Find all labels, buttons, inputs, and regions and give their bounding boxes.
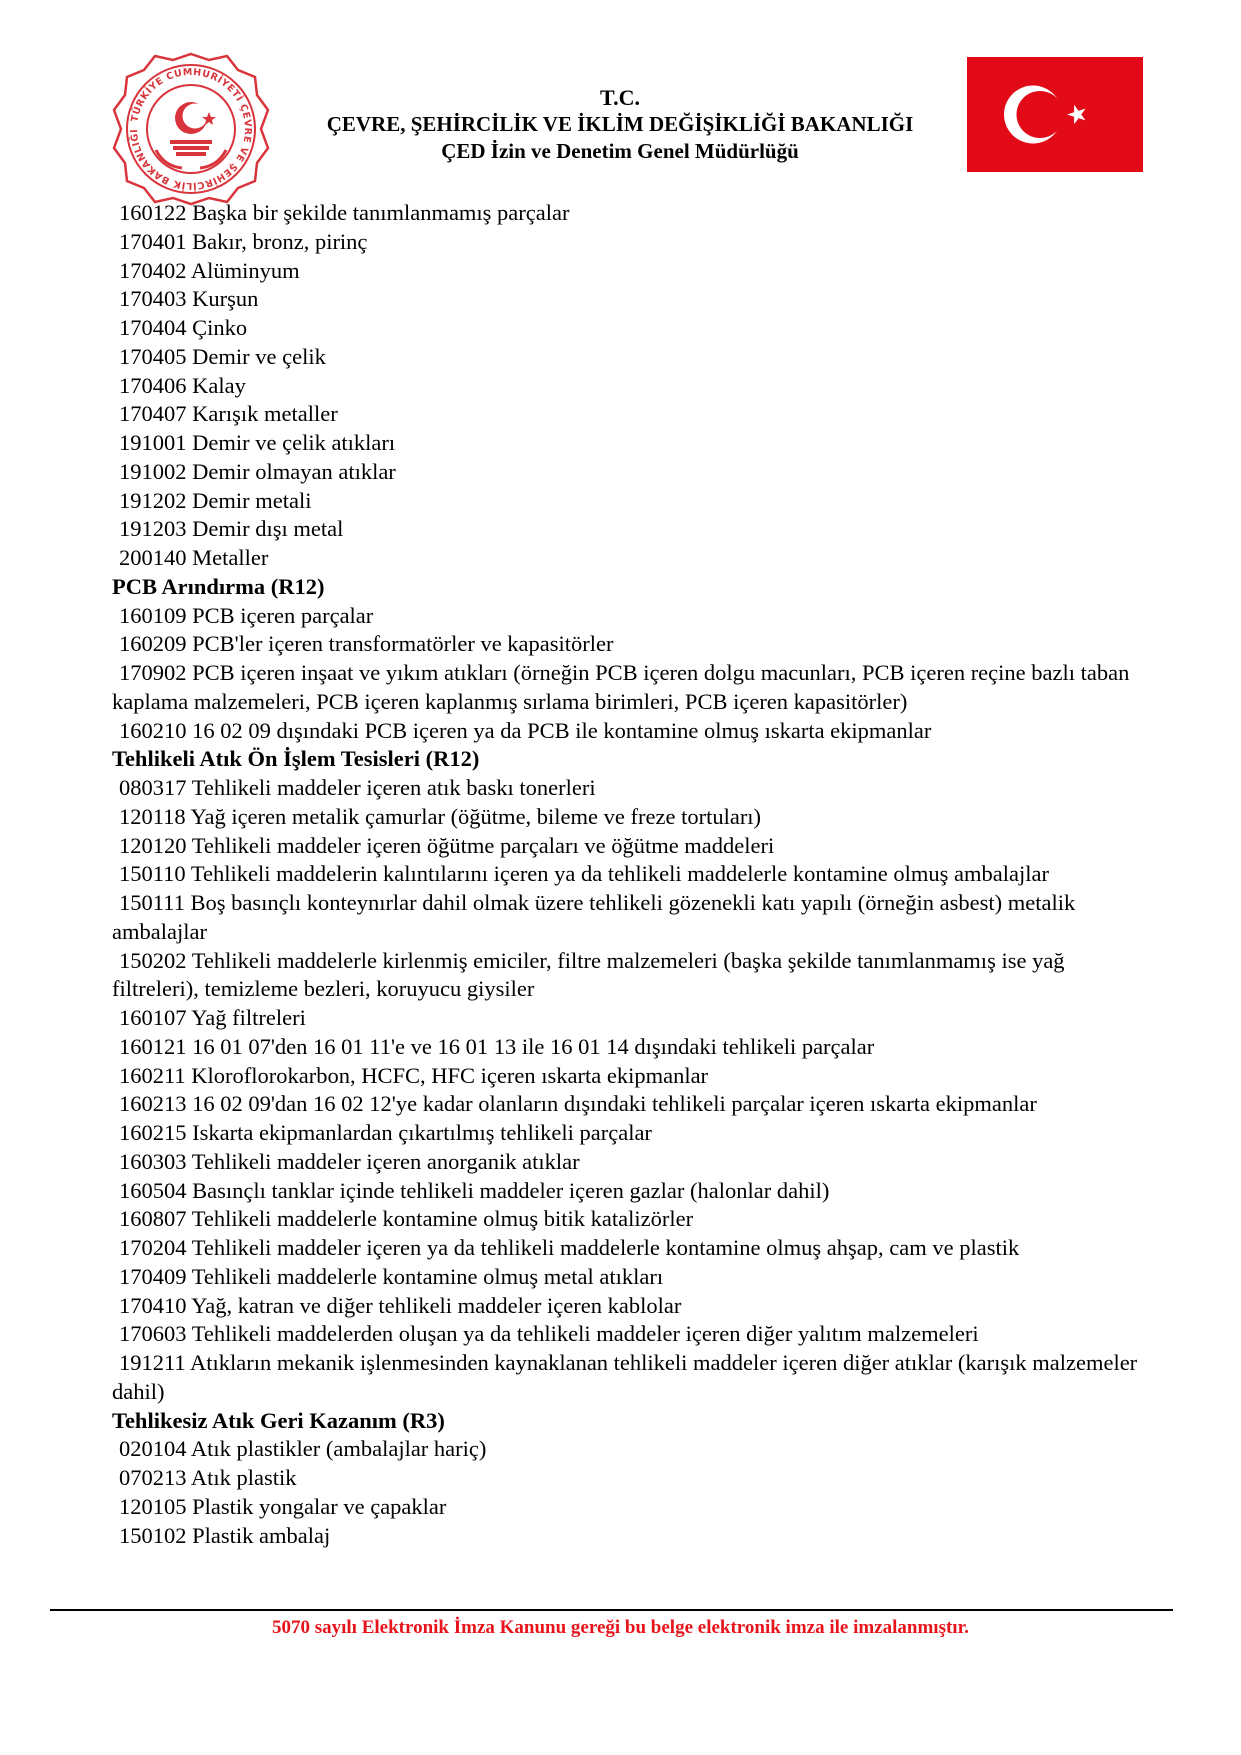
waste-code-item: 170204 Tehlikeli maddeler içeren ya da tehlikeli maddelerle kontamine olmuş ahşap, cam ve plastik [119,1235,1020,1260]
waste-code-item: 160209 PCB'ler içeren transformatörler ve kapasitörler [119,631,614,657]
waste-code-item: 191211 Atıkların mekanik işlenmesinden kaynaklanan tehlikeli maddeler içeren diğer atıklar (karışık malzemeler dahil) [112,1350,1138,1404]
waste-code-item: 160807 Tehlikeli maddelerle kontamine olmuş bitik katalizörler [119,1206,694,1232]
turkish-flag-icon [967,57,1143,172]
waste-code-item: 160213 16 02 09'dan 16 02 12'ye kadar olanların dışındaki tehlikeli parçalar içeren ıskarta ekipmanlar [119,1091,1037,1117]
waste-code-item: 170410 Yağ, katran ve diğer tehlikeli maddeler içeren kablolar [119,1292,682,1318]
ministry-seal-logo [112,50,270,208]
waste-code-item: 170407 Karışık metaller [119,401,338,427]
waste-code-item: 160211 Kloroflorokarbon, HCFC, HFC içeren ıskarta ekipmanlar [119,1062,709,1088]
footer-divider [50,1609,1173,1611]
waste-code-item: 070213 Atık plastik [119,1465,297,1490]
waste-code-item: 170405 Demir ve çelik [119,343,326,369]
waste-code-item: 160107 Yağ filtreleri [119,1005,306,1030]
waste-code-item: 160504 Basınçlı tanklar içinde tehlikeli maddeler içeren gazlar (halonlar dahil) [119,1177,830,1203]
waste-code-item: 160109 PCB içeren parçalar [119,602,374,628]
header-country: T.C. [600,85,640,110]
waste-code-item: 191001 Demir ve çelik atıkları [119,430,396,455]
section-heading: PCB Arındırma (R12) [112,573,325,599]
waste-code-item: 170404 Çinko [119,315,248,340]
waste-code-item: 191203 Demir dışı metal [119,516,344,542]
waste-code-item: 160210 16 02 09 dışındaki PCB içeren ya da PCB ile kontamine olmuş ıskarta ekipmanlar [119,717,932,743]
waste-code-item: 150102 Plastik ambalaj [119,1522,331,1548]
waste-code-item: 150110 Tehlikeli maddelerin kalıntılarını içeren ya da tehlikeli maddelerle kontamine olmuş ambalajlar [119,861,1049,887]
waste-code-item: 020104 Atık plastikler (ambalajlar hariç) [119,1436,487,1462]
section-heading: Tehlikesiz Atık Geri Kazanım (R3) [112,1407,445,1433]
section-heading: Tehlikeli Atık Ön İşlem Tesisleri (R12) [112,746,480,772]
svg-text:TÜRKİYE CUMHURİYETİ ÇEVRE VE Ş: TÜRKİYE CUMHURİYETİ ÇEVRE VE ŞEHİRCİLİK BAKANLIĞI [128,66,254,192]
waste-code-list [112,199,1142,1550]
waste-code-item: 160215 Iskarta ekipmanlardan çıkartılmış tehlikeli parçalar [119,1120,652,1145]
waste-code-item: 080317 Tehlikeli maddeler içeren atık baskı tonerleri [119,775,596,800]
waste-code-item: 170902 PCB içeren inşaat ve yıkım atıkları (örneğin PCB içeren dolgu macunları, PCB içeren reçine bazlı taban kaplama malzemeleri, PCB içeren kaplanmış sırlama birimleri, PCB içeren kapasitörler) [112,660,1130,714]
waste-code-item: 170406 Kalay [119,372,246,398]
waste-code-item: 160122 Başka bir şekilde tanımlanmamış parçalar [119,200,570,225]
document-header [250,84,990,165]
waste-code-item: 120118 Yağ içeren metalik çamurlar (öğütme, bileme ve freze tortuları) [119,803,762,829]
waste-code-item: 150111 Boş basınçlı konteynırlar dahil olmak üzere tehlikeli gözenekli katı yapılı (örneğin asbest) metalik ambalajlar [112,890,1076,944]
waste-code-item: 170401 Bakır, bronz, pirinç [119,228,368,254]
waste-code-item: 170402 Alüminyum [119,257,300,283]
waste-code-item: 160121 16 01 07'den 16 01 11'e ve 16 01 13 ile 16 01 14 dışındaki tehlikeli parçalar [119,1033,875,1059]
e-signature-note: 5070 sayılı Elektronik İmza Kanunu gereği bu belge elektronik imza ile imzalanmıştır. [271,1617,970,1638]
waste-code-item: 170603 Tehlikeli maddelerden oluşan ya da tehlikeli maddeler içeren diğer yalıtım malzemeleri [119,1321,979,1347]
waste-code-item: 191202 Demir metali [119,487,312,513]
waste-code-item: 170403 Kurşun [119,286,259,312]
waste-code-item: 170409 Tehlikeli maddelerle kontamine olmuş metal atıkları [119,1263,664,1289]
header-ministry: ÇEVRE, ŞEHİRCİLİK VE İKLİM DEĞİŞİKLİĞİ BAKANLIĞI [326,112,914,136]
waste-code-item: 120120 Tehlikeli maddeler içeren öğütme parçaları ve öğütme maddeleri [119,832,775,858]
header-directorate: ÇED İzin ve Denetim Genel Müdürlüğü [441,139,799,163]
waste-code-item: 200140 Metaller [119,545,269,570]
waste-code-item: 191002 Demir olmayan atıklar [119,458,396,484]
waste-code-item: 120105 Plastik yongalar ve çapaklar [119,1493,447,1519]
waste-code-item: 160303 Tehlikeli maddeler içeren anorganik atıklar [119,1148,580,1174]
waste-code-item: 150202 Tehlikeli maddelerle kirlenmiş emiciler, filtre malzemeleri (başka şekilde tanımlanmamış ise yağ filtreleri), temizleme bezleri, koruyucu giysiler [112,947,1065,1002]
